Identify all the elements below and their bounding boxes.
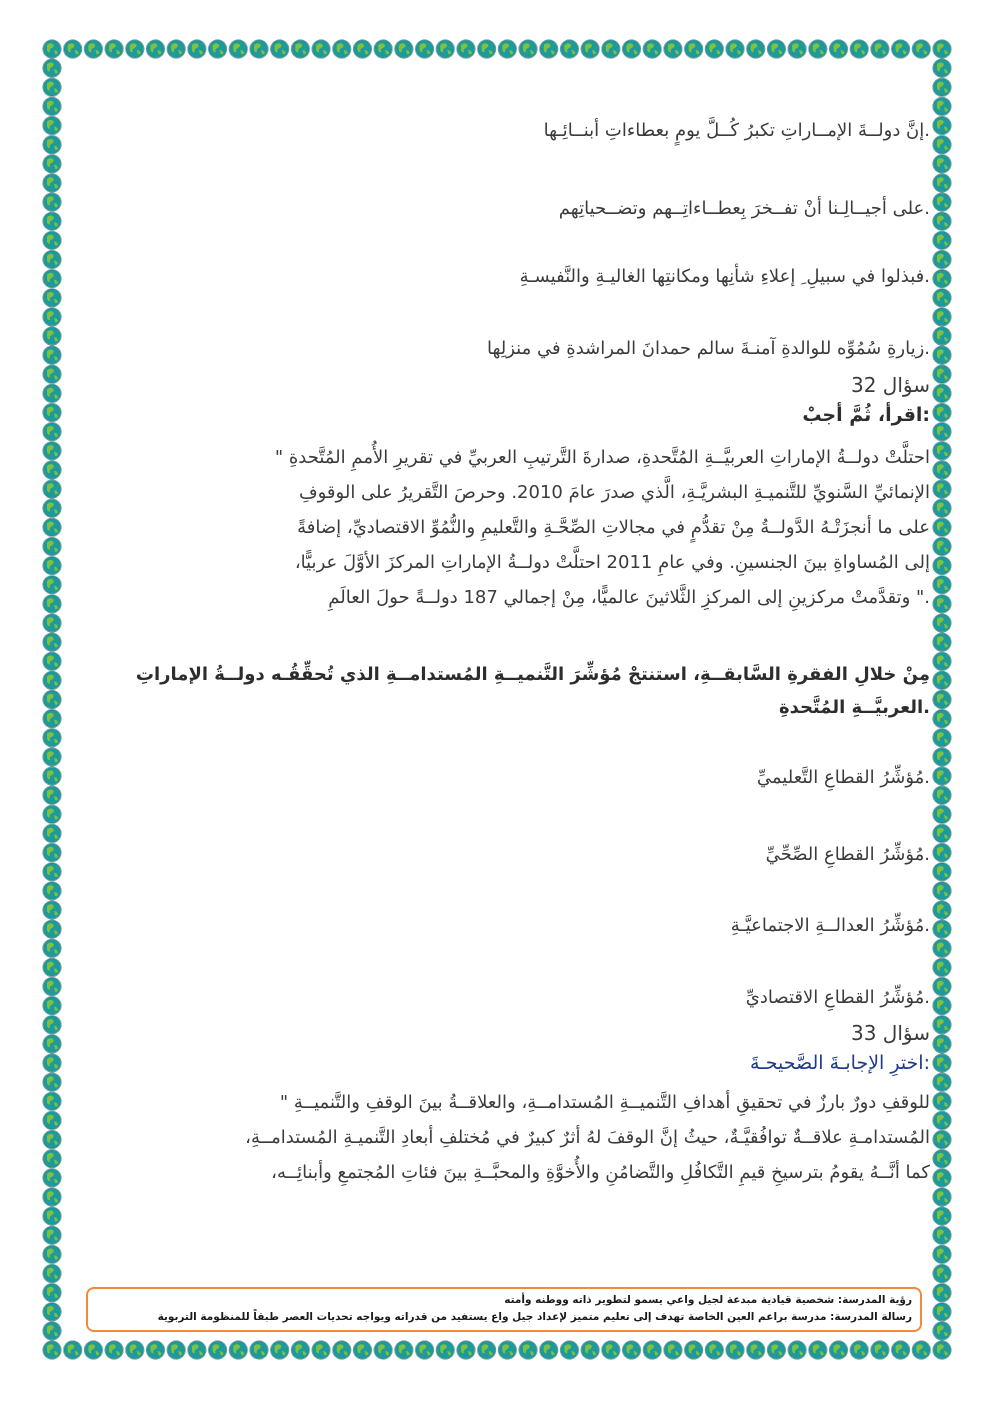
globe-icon <box>933 786 951 804</box>
globe-icon <box>457 40 475 58</box>
globe-icon <box>126 40 144 58</box>
globe-icon <box>623 40 641 58</box>
globe-icon <box>43 1131 61 1149</box>
globe-icon <box>933 212 951 230</box>
globe-icon <box>43 882 61 900</box>
globe-icon <box>933 557 951 575</box>
globe-icon <box>912 1341 930 1359</box>
school-footer <box>86 1287 922 1332</box>
globe-icon <box>705 40 723 58</box>
globe-icon <box>664 1341 682 1359</box>
globe-icon <box>43 193 61 211</box>
globe-icon <box>643 1341 661 1359</box>
globe-icon <box>540 1341 558 1359</box>
globe-icon <box>167 1341 185 1359</box>
q31-option-4[interactable]: .زيارةِ سُمُوِّه للوالدةِ آمنـةَ سالم حمدانَ المراشدةِ في منزلِها <box>486 338 930 359</box>
globe-icon <box>892 40 910 58</box>
globe-icon <box>188 40 206 58</box>
globe-icon <box>43 78 61 96</box>
globe-icon <box>933 40 951 58</box>
globe-icon <box>43 346 61 364</box>
globe-icon <box>43 537 61 555</box>
q32-instruction: :اقرأ، ثُمَّ أجبْ <box>802 404 930 426</box>
globe-icon <box>43 863 61 881</box>
globe-icon <box>333 1341 351 1359</box>
globe-icon <box>271 40 289 58</box>
globe-icon <box>933 1035 951 1053</box>
globe-icon <box>560 40 578 58</box>
globe-icon <box>478 1341 496 1359</box>
globe-icon <box>933 633 951 651</box>
globe-icon <box>43 117 61 135</box>
globe-icon <box>43 1054 61 1072</box>
globe-icon <box>374 1341 392 1359</box>
globe-icon <box>43 1188 61 1206</box>
globe-icon <box>892 1341 910 1359</box>
q31-option-1[interactable]: .إنَّ دولــةَ الإمــاراتِ تكبرُ كُــلَّ يومٍ بعطاءاتِ أبنــائِـها <box>543 120 930 141</box>
globe-icon <box>933 710 951 728</box>
globe-icon <box>933 805 951 823</box>
globe-icon <box>747 40 765 58</box>
globe-icon <box>43 289 61 307</box>
globe-icon <box>43 633 61 651</box>
globe-icon <box>126 1341 144 1359</box>
globe-icon <box>312 40 330 58</box>
globe-icon <box>43 1035 61 1053</box>
globe-icon <box>933 423 951 441</box>
globe-icon <box>291 40 309 58</box>
q32-number: سؤال 32 <box>851 373 930 397</box>
globe-icon <box>933 691 951 709</box>
globe-icon <box>933 174 951 192</box>
globe-icon <box>602 1341 620 1359</box>
globe-icon <box>933 1016 951 1034</box>
globe-icon <box>43 1303 61 1321</box>
globe-icon <box>436 1341 454 1359</box>
globe-icon <box>478 40 496 58</box>
globe-icon <box>933 576 951 594</box>
globe-icon <box>933 1054 951 1072</box>
globe-icon <box>43 595 61 613</box>
globe-icon <box>43 691 61 709</box>
globe-icon <box>436 40 454 58</box>
globe-icon <box>871 40 889 58</box>
globe-icon <box>43 1226 61 1244</box>
globe-icon <box>271 1341 289 1359</box>
school-vision: رؤية المدرسة: شخصية قيادية مبدعة لجيل واعي يسمو لتطوير ذاته ووطنه وأمته <box>504 1294 912 1306</box>
globe-icon <box>726 40 744 58</box>
globe-icon <box>933 193 951 211</box>
q32-option-3[interactable]: .مُؤشِّرُ العدالــةِ الاجتماعيَّـةِ <box>730 915 930 936</box>
globe-icon <box>416 40 434 58</box>
globe-icon <box>933 1092 951 1110</box>
globe-icon <box>353 40 371 58</box>
globe-icon <box>43 729 61 747</box>
globe-icon <box>43 614 61 632</box>
globe-icon <box>43 250 61 268</box>
globe-icon <box>933 1150 951 1168</box>
q32-passage-line-5: ." وتقدَّمتْ مركزينِ إلى المركزِ الثَّلاثينَ عالميًّا، مِنْ إجمالي 187 دولــةً حولَ العالَمِ <box>328 587 930 608</box>
globe-icon <box>933 365 951 383</box>
globe-icon <box>43 1245 61 1263</box>
globe-icon <box>602 40 620 58</box>
globe-icon <box>43 1111 61 1129</box>
globe-icon <box>705 1341 723 1359</box>
globe-icon <box>209 1341 227 1359</box>
globe-icon <box>43 710 61 728</box>
globe-icon <box>43 671 61 689</box>
globe-icon <box>457 1341 475 1359</box>
globe-icon <box>250 1341 268 1359</box>
globe-icon <box>188 1341 206 1359</box>
globe-icon <box>830 40 848 58</box>
globe-icon <box>788 40 806 58</box>
globe-icon <box>933 1169 951 1187</box>
globe-icon <box>43 920 61 938</box>
globe-icon <box>105 40 123 58</box>
globe-icon <box>933 939 951 957</box>
globe-icon <box>933 882 951 900</box>
globe-icon <box>643 40 661 58</box>
globe-icon <box>933 1226 951 1244</box>
globe-icon <box>43 155 61 173</box>
globe-icon <box>105 1341 123 1359</box>
globe-icon <box>664 40 682 58</box>
globe-icon <box>726 1341 744 1359</box>
q31-option-3[interactable]: .فبذلوا في سبيلِ ِ إعلاءِ شأنِها ومكانتِها الغاليـةِ والنَّفيسـةِ <box>519 266 930 287</box>
school-mission: رسالة المدرسة: مدرسة براعم العين الخاصة تهدف إلى تعليم متميز لإعداد جيل واع يستفيد من قدراته ويواجه تحديات العصر طبقاً للمنظومة التربوية <box>157 1311 912 1323</box>
globe-icon <box>685 1341 703 1359</box>
globe-icon <box>933 404 951 422</box>
globe-icon <box>43 384 61 402</box>
globe-icon <box>43 97 61 115</box>
globe-icon <box>43 1092 61 1110</box>
globe-icon <box>229 40 247 58</box>
globe-icon <box>933 308 951 326</box>
globe-icon <box>767 1341 785 1359</box>
globe-icon <box>933 442 951 460</box>
q32-passage-line-1: احتلَّتْ دولــةُ الإماراتِ العربيَّــةِ المُتَّحدةِ، صدارةَ التَّرتيبِ العربيِّ في تقريرِ الأُممِ المُتَّحدةِ " <box>274 447 930 468</box>
q33-passage <box>104 1085 930 1190</box>
globe-icon <box>933 1073 951 1091</box>
globe-icon <box>933 1245 951 1263</box>
globe-icon <box>850 1341 868 1359</box>
globe-icon <box>623 1341 641 1359</box>
globe-icon <box>933 250 951 268</box>
globe-icon <box>933 1284 951 1302</box>
globe-icon <box>43 977 61 995</box>
globe-icon <box>933 117 951 135</box>
globe-icon <box>43 1264 61 1282</box>
globe-icon <box>43 844 61 862</box>
globe-icon <box>43 1169 61 1187</box>
globe-icon <box>933 1341 951 1359</box>
globe-icon <box>43 404 61 422</box>
q33-passage-line-2: المُستدامـةِ علاقــةٌ توافُقيَّـةٌ، حيثُ إنَّ الوقفَ لهُ أثرٌ كبيرٌ في مُختلفِ أبعادِ التَّنميـةِ المُستدامــةِ، <box>245 1127 930 1148</box>
globe-icon <box>43 480 61 498</box>
globe-icon <box>912 40 930 58</box>
globe-icon <box>43 499 61 517</box>
globe-icon <box>64 1341 82 1359</box>
globe-icon <box>43 1073 61 1091</box>
globe-icon <box>43 212 61 230</box>
globe-icon <box>146 1341 164 1359</box>
globe-icon <box>933 767 951 785</box>
globe-icon <box>933 863 951 881</box>
globe-icon <box>43 1150 61 1168</box>
globe-icon <box>933 346 951 364</box>
globe-icon <box>498 40 516 58</box>
globe-icon <box>43 40 61 58</box>
globe-icon <box>933 652 951 670</box>
q33-passage-line-3: كما أنَّــهُ يقومُ بترسيخِ قيمِ التَّكافُلِ والتَّضامُنِ والأُخوَّةِ والمحبَّــةِ بينَ فئاتِ المُجتمعِ وأبنائِــه، <box>271 1162 930 1183</box>
globe-icon <box>933 824 951 842</box>
globe-icon <box>43 1284 61 1302</box>
globe-icon <box>43 652 61 670</box>
globe-icon <box>333 40 351 58</box>
globe-icon <box>933 78 951 96</box>
globe-icon <box>809 1341 827 1359</box>
globe-icon <box>353 1341 371 1359</box>
globe-icon <box>43 136 61 154</box>
globe-icon <box>933 901 951 919</box>
globe-icon <box>43 423 61 441</box>
globe-icon <box>540 40 558 58</box>
globe-icon <box>933 844 951 862</box>
globe-icon <box>43 901 61 919</box>
globe-icon <box>416 1341 434 1359</box>
q32-question-line-2: .العربيَّــةِ المُتَّحدةِ <box>778 697 930 718</box>
globe-icon <box>43 576 61 594</box>
globe-icon <box>933 958 951 976</box>
globe-icon <box>850 40 868 58</box>
q32-option-2[interactable]: .مُؤشِّرُ القطاعِ الصِّحِّيِّ <box>765 844 930 865</box>
globe-icon <box>933 384 951 402</box>
globe-icon <box>933 1188 951 1206</box>
globe-icon <box>64 40 82 58</box>
globe-icon <box>809 40 827 58</box>
globe-icon <box>933 289 951 307</box>
globe-icon <box>581 40 599 58</box>
globe-icon <box>498 1341 516 1359</box>
globe-icon <box>229 1341 247 1359</box>
globe-icon <box>43 231 61 249</box>
globe-icon <box>933 59 951 77</box>
q32-option-1[interactable]: .مُؤشِّرُ القطاعِ التَّعليميِّ <box>756 767 930 788</box>
globe-icon <box>43 365 61 383</box>
globe-icon <box>933 729 951 747</box>
globe-icon <box>933 614 951 632</box>
globe-icon <box>209 40 227 58</box>
globe-icon <box>933 136 951 154</box>
globe-icon <box>312 1341 330 1359</box>
globe-icon <box>43 786 61 804</box>
globe-icon <box>747 1341 765 1359</box>
globe-icon <box>395 40 413 58</box>
globe-icon <box>43 939 61 957</box>
globe-icon <box>43 59 61 77</box>
globe-icon <box>146 40 164 58</box>
globe-icon <box>43 461 61 479</box>
globe-icon <box>43 442 61 460</box>
globe-icon <box>250 40 268 58</box>
globe-icon <box>933 977 951 995</box>
globe-icon <box>933 231 951 249</box>
q32-question-line-1: مِنْ خلالِ الفقرةِ السَّابقــةِ، استنتجْ مُؤشِّرَ التَّنميــةِ المُستدامــةِ الذي تُحقِّقُـه دولــةُ الإماراتِ <box>135 664 930 685</box>
globe-icon <box>933 97 951 115</box>
globe-icon <box>933 499 951 517</box>
globe-icon <box>933 748 951 766</box>
globe-icon <box>933 671 951 689</box>
globe-icon <box>933 537 951 555</box>
globe-icon <box>395 1341 413 1359</box>
globe-icon <box>43 518 61 536</box>
q32-question <box>104 658 930 724</box>
globe-icon <box>933 1207 951 1225</box>
globe-icon <box>84 40 102 58</box>
globe-icon <box>43 327 61 345</box>
q32-passage-line-4: إلى المُساواةِ بينَ الجنسينِ. وفي عامِ 2011 احتلَّتْ دولــةُ الإماراتِ المركزَ الأوَّلَ عربيًّا، <box>294 552 930 573</box>
globe-icon <box>560 1341 578 1359</box>
globe-icon <box>43 174 61 192</box>
globe-icon <box>43 308 61 326</box>
globe-icon <box>167 40 185 58</box>
q32-passage-line-2: الإنمائيِّ السَّنويِّ للتَّنميـةِ البشريَّـةِ، الَّذي صدرَ عامَ 2010. وحرصَ التَّقريرُ على الوقوفِ <box>298 482 930 503</box>
globe-icon <box>933 461 951 479</box>
globe-icon <box>43 767 61 785</box>
q32-option-4[interactable]: .مُؤشِّرُ القطاعِ الاقتصاديِّ <box>745 987 930 1008</box>
globe-icon <box>84 1341 102 1359</box>
globe-icon <box>43 1207 61 1225</box>
globe-icon <box>43 805 61 823</box>
globe-icon <box>581 1341 599 1359</box>
globe-icon <box>43 1322 61 1340</box>
globe-icon <box>43 1016 61 1034</box>
globe-icon <box>291 1341 309 1359</box>
globe-icon <box>43 557 61 575</box>
globe-icon <box>830 1341 848 1359</box>
globe-icon <box>374 40 392 58</box>
globe-icon <box>519 1341 537 1359</box>
globe-icon <box>933 1131 951 1149</box>
globe-icon <box>933 155 951 173</box>
q31-option-2[interactable]: .على أجيــالِـنا أنْ تفــخرَ بِعطــاءاتِــهم وتضــحياتِهم <box>558 198 930 219</box>
globe-icon <box>933 1303 951 1321</box>
globe-icon <box>43 1341 61 1359</box>
globe-icon <box>933 920 951 938</box>
globe-icon <box>43 958 61 976</box>
globe-icon <box>43 997 61 1015</box>
globe-icon <box>767 40 785 58</box>
globe-icon <box>43 824 61 842</box>
q32-passage-line-3: على ما أنجزَتْـهُ الدَّولــةُ مِنْ تقدُّمٍ في مجالاتِ الصِّحَّـةِ والتَّعليمِ والنُّمُوِّ الاقتصاديِّ، إضافةً <box>297 517 930 538</box>
globe-icon <box>43 748 61 766</box>
globe-icon <box>933 270 951 288</box>
globe-icon <box>43 270 61 288</box>
globe-icon <box>933 480 951 498</box>
globe-icon <box>933 595 951 613</box>
globe-icon <box>933 518 951 536</box>
q32-passage <box>104 440 930 615</box>
q33-instruction: :اخترِ الإجابـةَ الصَّحيحـةَ <box>750 1052 930 1074</box>
q33-passage-line-1: للوقفِ دورٌ بارزٌ في تحقيقِ أهدافِ التَّنميــةِ المُستدامــةِ، والعلاقــةُ بينَ الوقفِ والتَّنميــةِ " <box>279 1092 930 1113</box>
globe-icon <box>933 327 951 345</box>
globe-icon <box>933 1322 951 1340</box>
globe-icon <box>788 1341 806 1359</box>
q33-number: سؤال 33 <box>851 1021 930 1045</box>
globe-icon <box>933 1111 951 1129</box>
globe-icon <box>871 1341 889 1359</box>
globe-icon <box>933 1264 951 1282</box>
globe-icon <box>519 40 537 58</box>
globe-icon <box>933 997 951 1015</box>
globe-icon <box>685 40 703 58</box>
